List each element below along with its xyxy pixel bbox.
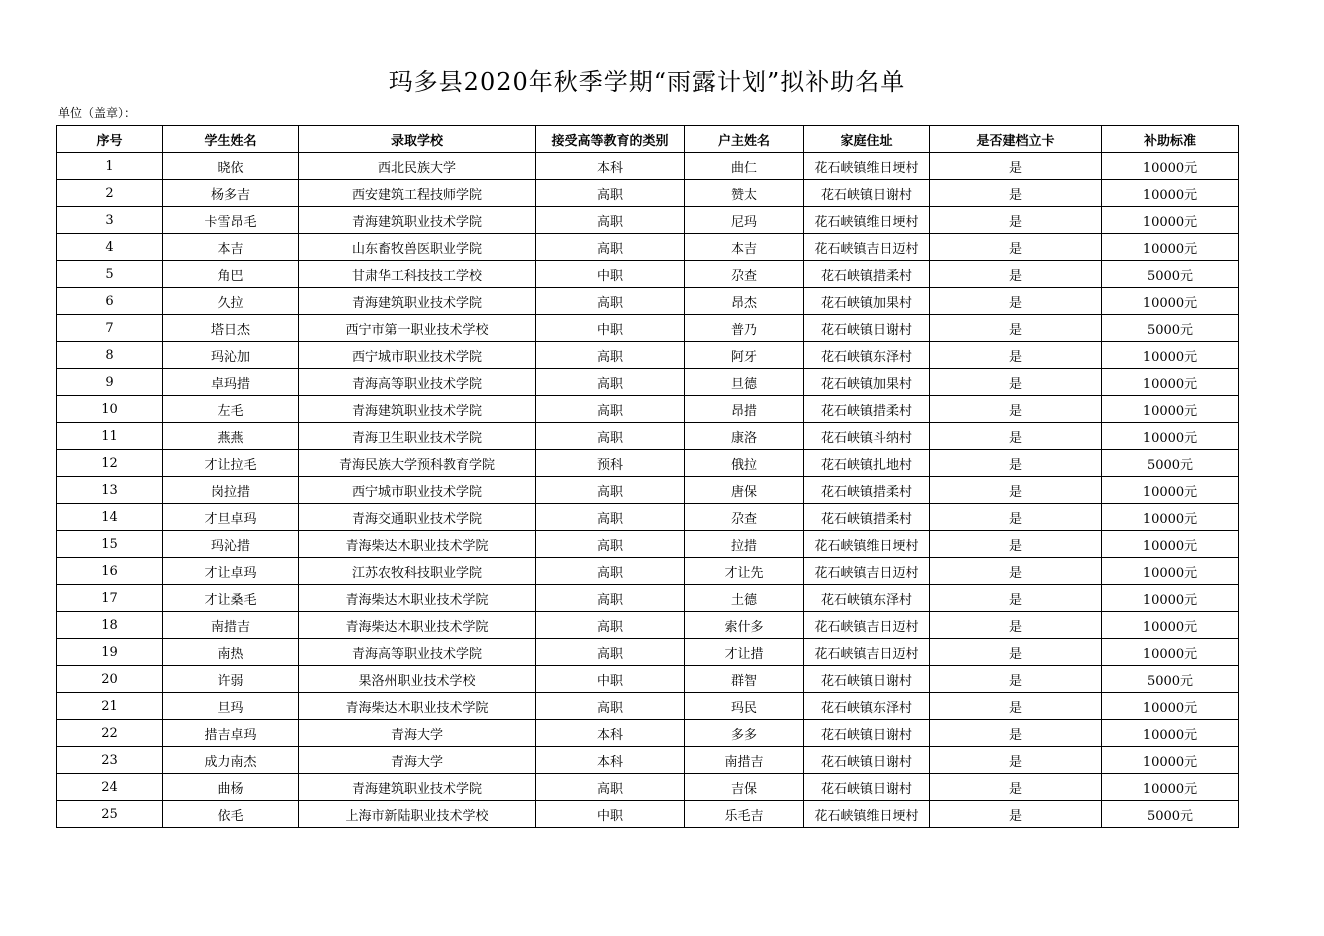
school-cell: 青海大学 [299, 747, 536, 774]
registered-poor-cell: 是 [930, 207, 1102, 234]
householder-cell: 昂措 [685, 396, 804, 423]
address-cell: 花石峡镇日谢村 [804, 180, 930, 207]
index-cell: 6 [57, 288, 163, 315]
householder-cell: 南措吉 [685, 747, 804, 774]
householder-cell: 本吉 [685, 234, 804, 261]
table-row [57, 369, 1239, 396]
school-cell: 青海大学 [299, 720, 536, 747]
school-cell: 青海建筑职业技术学院 [299, 288, 536, 315]
school-cell: 山东畜牧兽医职业学院 [299, 234, 536, 261]
table-row [57, 315, 1239, 342]
header-cell: 户主姓名 [685, 126, 804, 153]
school-cell: 青海柴达木职业技术学院 [299, 693, 536, 720]
document-title: 玛多县2020年秋季学期“雨露计划”拟补助名单 [388, 68, 906, 96]
registered-poor-cell: 是 [930, 531, 1102, 558]
education-type-cell: 高职 [536, 585, 685, 612]
education-type-cell: 高职 [536, 477, 685, 504]
subsidy-cell: 10000元 [1102, 180, 1239, 207]
school-cell: 西宁城市职业技术学院 [299, 342, 536, 369]
subsidy-cell: 10000元 [1102, 288, 1239, 315]
header-cell: 学生姓名 [163, 126, 299, 153]
householder-cell: 拉措 [685, 531, 804, 558]
student-name-cell: 许弱 [163, 666, 299, 693]
education-type-cell: 高职 [536, 558, 685, 585]
education-type-cell: 高职 [536, 369, 685, 396]
student-name-cell: 卡雪昂毛 [163, 207, 299, 234]
index-cell: 16 [57, 558, 163, 585]
table-row [57, 693, 1239, 720]
index-cell: 14 [57, 504, 163, 531]
table-body [57, 153, 1239, 828]
subsidy-cell: 5000元 [1102, 666, 1239, 693]
index-cell: 9 [57, 369, 163, 396]
registered-poor-cell: 是 [930, 477, 1102, 504]
education-type-cell: 高职 [536, 531, 685, 558]
registered-poor-cell: 是 [930, 342, 1102, 369]
householder-cell: 才让先 [685, 558, 804, 585]
education-type-cell: 中职 [536, 801, 685, 828]
school-cell: 青海民族大学预科教育学院 [299, 450, 536, 477]
registered-poor-cell: 是 [930, 504, 1102, 531]
householder-cell: 才让措 [685, 639, 804, 666]
student-name-cell: 才旦卓玛 [163, 504, 299, 531]
subsidy-cell: 10000元 [1102, 558, 1239, 585]
householder-cell: 尕查 [685, 261, 804, 288]
education-type-cell: 本科 [536, 720, 685, 747]
registered-poor-cell: 是 [930, 666, 1102, 693]
school-cell: 青海高等职业技术学院 [299, 369, 536, 396]
school-cell: 上海市新陆职业技术学校 [299, 801, 536, 828]
registered-poor-cell: 是 [930, 612, 1102, 639]
subsidy-cell: 10000元 [1102, 423, 1239, 450]
registered-poor-cell: 是 [930, 558, 1102, 585]
table-row [57, 531, 1239, 558]
registered-poor-cell: 是 [930, 315, 1102, 342]
index-cell: 1 [57, 153, 163, 180]
index-cell: 13 [57, 477, 163, 504]
table-row [57, 288, 1239, 315]
table-row [57, 180, 1239, 207]
table-row [57, 396, 1239, 423]
address-cell: 花石峡镇措柔村 [804, 261, 930, 288]
address-cell: 花石峡镇吉日迈村 [804, 234, 930, 261]
address-cell: 花石峡镇日谢村 [804, 666, 930, 693]
school-cell: 青海柴达木职业技术学院 [299, 531, 536, 558]
registered-poor-cell: 是 [930, 693, 1102, 720]
education-type-cell: 高职 [536, 180, 685, 207]
school-cell: 青海柴达木职业技术学院 [299, 612, 536, 639]
school-cell: 西宁城市职业技术学院 [299, 477, 536, 504]
education-type-cell: 高职 [536, 423, 685, 450]
education-type-cell: 高职 [536, 207, 685, 234]
student-name-cell: 旦玛 [163, 693, 299, 720]
school-cell: 青海建筑职业技术学院 [299, 774, 536, 801]
address-cell: 花石峡镇吉日迈村 [804, 612, 930, 639]
address-cell: 花石峡镇东泽村 [804, 585, 930, 612]
header-cell: 是否建档立卡 [930, 126, 1102, 153]
address-cell: 花石峡镇斗纳村 [804, 423, 930, 450]
subsidy-cell: 10000元 [1102, 396, 1239, 423]
subsidy-cell: 10000元 [1102, 531, 1239, 558]
education-type-cell: 本科 [536, 153, 685, 180]
table-row [57, 747, 1239, 774]
index-cell: 15 [57, 531, 163, 558]
table-row [57, 207, 1239, 234]
subsidy-cell: 5000元 [1102, 801, 1239, 828]
education-type-cell: 高职 [536, 342, 685, 369]
student-name-cell: 南措吉 [163, 612, 299, 639]
householder-cell: 康洛 [685, 423, 804, 450]
education-type-cell: 高职 [536, 693, 685, 720]
index-cell: 4 [57, 234, 163, 261]
address-cell: 花石峡镇维日埂村 [804, 153, 930, 180]
school-cell: 果洛州职业技术学校 [299, 666, 536, 693]
index-cell: 25 [57, 801, 163, 828]
index-cell: 3 [57, 207, 163, 234]
table-row [57, 612, 1239, 639]
education-type-cell: 中职 [536, 261, 685, 288]
table-row [57, 639, 1239, 666]
education-type-cell: 高职 [536, 639, 685, 666]
school-cell: 江苏农牧科技职业学院 [299, 558, 536, 585]
school-cell: 青海建筑职业技术学院 [299, 207, 536, 234]
householder-cell: 索什多 [685, 612, 804, 639]
student-name-cell: 玛沁措 [163, 531, 299, 558]
subsidy-cell: 10000元 [1102, 774, 1239, 801]
education-type-cell: 中职 [536, 666, 685, 693]
householder-cell: 阿牙 [685, 342, 804, 369]
index-cell: 11 [57, 423, 163, 450]
school-cell: 青海柴达木职业技术学院 [299, 585, 536, 612]
student-name-cell: 依毛 [163, 801, 299, 828]
education-type-cell: 高职 [536, 504, 685, 531]
school-cell: 西宁市第一职业技术学校 [299, 315, 536, 342]
address-cell: 花石峡镇吉日迈村 [804, 639, 930, 666]
address-cell: 花石峡镇加果村 [804, 288, 930, 315]
table-row [57, 720, 1239, 747]
school-cell: 西安建筑工程技师学院 [299, 180, 536, 207]
registered-poor-cell: 是 [930, 450, 1102, 477]
address-cell: 花石峡镇扎地村 [804, 450, 930, 477]
unit-label: 单位（盖章）： [58, 106, 137, 120]
student-name-cell: 杨多吉 [163, 180, 299, 207]
education-type-cell: 高职 [536, 288, 685, 315]
subsidy-table [56, 125, 1239, 828]
header-cell: 接受高等教育的类别 [536, 126, 685, 153]
subsidy-cell: 10000元 [1102, 720, 1239, 747]
householder-cell: 赞太 [685, 180, 804, 207]
table-row [57, 234, 1239, 261]
subsidy-cell: 10000元 [1102, 693, 1239, 720]
table-row [57, 450, 1239, 477]
education-type-cell: 高职 [536, 774, 685, 801]
index-cell: 8 [57, 342, 163, 369]
registered-poor-cell: 是 [930, 720, 1102, 747]
student-name-cell: 燕燕 [163, 423, 299, 450]
householder-cell: 多多 [685, 720, 804, 747]
school-cell: 西北民族大学 [299, 153, 536, 180]
student-name-cell: 南热 [163, 639, 299, 666]
address-cell: 花石峡镇措柔村 [804, 504, 930, 531]
education-type-cell: 高职 [536, 612, 685, 639]
index-cell: 12 [57, 450, 163, 477]
index-cell: 23 [57, 747, 163, 774]
student-name-cell: 措吉卓玛 [163, 720, 299, 747]
table-row [57, 666, 1239, 693]
index-cell: 22 [57, 720, 163, 747]
education-type-cell: 高职 [536, 396, 685, 423]
student-name-cell: 卓玛措 [163, 369, 299, 396]
education-type-cell: 中职 [536, 315, 685, 342]
address-cell: 花石峡镇维日埂村 [804, 801, 930, 828]
address-cell: 花石峡镇维日埂村 [804, 207, 930, 234]
index-cell: 17 [57, 585, 163, 612]
subsidy-cell: 10000元 [1102, 639, 1239, 666]
student-name-cell: 本吉 [163, 234, 299, 261]
index-cell: 10 [57, 396, 163, 423]
table-row [57, 558, 1239, 585]
index-cell: 18 [57, 612, 163, 639]
school-cell: 青海高等职业技术学院 [299, 639, 536, 666]
subsidy-cell: 10000元 [1102, 234, 1239, 261]
subsidy-cell: 5000元 [1102, 315, 1239, 342]
table-row [57, 801, 1239, 828]
student-name-cell: 才让桑毛 [163, 585, 299, 612]
householder-cell: 玛民 [685, 693, 804, 720]
student-name-cell: 塔日杰 [163, 315, 299, 342]
householder-cell: 土德 [685, 585, 804, 612]
student-name-cell: 久拉 [163, 288, 299, 315]
address-cell: 花石峡镇措柔村 [804, 396, 930, 423]
registered-poor-cell: 是 [930, 396, 1102, 423]
registered-poor-cell: 是 [930, 747, 1102, 774]
index-cell: 5 [57, 261, 163, 288]
householder-cell: 尼玛 [685, 207, 804, 234]
householder-cell: 唐保 [685, 477, 804, 504]
table-row [57, 477, 1239, 504]
index-cell: 2 [57, 180, 163, 207]
subsidy-cell: 10000元 [1102, 153, 1239, 180]
registered-poor-cell: 是 [930, 288, 1102, 315]
address-cell: 花石峡镇日谢村 [804, 315, 930, 342]
table-row [57, 153, 1239, 180]
school-cell: 青海卫生职业技术学院 [299, 423, 536, 450]
student-name-cell: 玛沁加 [163, 342, 299, 369]
registered-poor-cell: 是 [930, 261, 1102, 288]
registered-poor-cell: 是 [930, 234, 1102, 261]
address-cell: 花石峡镇东泽村 [804, 342, 930, 369]
householder-cell: 尕查 [685, 504, 804, 531]
index-cell: 7 [57, 315, 163, 342]
index-cell: 20 [57, 666, 163, 693]
householder-cell: 乐毛吉 [685, 801, 804, 828]
header-cell: 补助标准 [1102, 126, 1239, 153]
school-cell: 甘肃华工科技技工学校 [299, 261, 536, 288]
school-cell: 青海建筑职业技术学院 [299, 396, 536, 423]
student-name-cell: 晓依 [163, 153, 299, 180]
householder-cell: 曲仁 [685, 153, 804, 180]
table-row [57, 774, 1239, 801]
header-cell: 录取学校 [299, 126, 536, 153]
subsidy-cell: 10000元 [1102, 342, 1239, 369]
registered-poor-cell: 是 [930, 180, 1102, 207]
student-name-cell: 岗拉措 [163, 477, 299, 504]
student-name-cell: 才让拉毛 [163, 450, 299, 477]
subsidy-cell: 10000元 [1102, 369, 1239, 396]
table-row [57, 423, 1239, 450]
address-cell: 花石峡镇措柔村 [804, 477, 930, 504]
student-name-cell: 曲杨 [163, 774, 299, 801]
header-cell: 序号 [57, 126, 163, 153]
address-cell: 花石峡镇吉日迈村 [804, 558, 930, 585]
registered-poor-cell: 是 [930, 774, 1102, 801]
address-cell: 花石峡镇日谢村 [804, 747, 930, 774]
registered-poor-cell: 是 [930, 801, 1102, 828]
header-cell: 家庭住址 [804, 126, 930, 153]
address-cell: 花石峡镇加果村 [804, 369, 930, 396]
table-row [57, 342, 1239, 369]
table-header-row [57, 126, 1239, 153]
table-row [57, 504, 1239, 531]
householder-cell: 旦德 [685, 369, 804, 396]
householder-cell: 普乃 [685, 315, 804, 342]
address-cell: 花石峡镇日谢村 [804, 774, 930, 801]
address-cell: 花石峡镇日谢村 [804, 720, 930, 747]
address-cell: 花石峡镇东泽村 [804, 693, 930, 720]
index-cell: 19 [57, 639, 163, 666]
education-type-cell: 预科 [536, 450, 685, 477]
education-type-cell: 高职 [536, 234, 685, 261]
registered-poor-cell: 是 [930, 153, 1102, 180]
householder-cell: 群智 [685, 666, 804, 693]
index-cell: 24 [57, 774, 163, 801]
education-type-cell: 本科 [536, 747, 685, 774]
subsidy-cell: 5000元 [1102, 261, 1239, 288]
student-name-cell: 左毛 [163, 396, 299, 423]
subsidy-cell: 5000元 [1102, 450, 1239, 477]
householder-cell: 昂杰 [685, 288, 804, 315]
student-name-cell: 角巴 [163, 261, 299, 288]
index-cell: 21 [57, 693, 163, 720]
subsidy-cell: 10000元 [1102, 612, 1239, 639]
address-cell: 花石峡镇维日埂村 [804, 531, 930, 558]
householder-cell: 俄拉 [685, 450, 804, 477]
subsidy-cell: 10000元 [1102, 207, 1239, 234]
table-row [57, 261, 1239, 288]
registered-poor-cell: 是 [930, 423, 1102, 450]
subsidy-cell: 10000元 [1102, 585, 1239, 612]
registered-poor-cell: 是 [930, 585, 1102, 612]
householder-cell: 吉保 [685, 774, 804, 801]
subsidy-cell: 10000元 [1102, 477, 1239, 504]
student-name-cell: 才让卓玛 [163, 558, 299, 585]
registered-poor-cell: 是 [930, 369, 1102, 396]
table-row [57, 585, 1239, 612]
registered-poor-cell: 是 [930, 639, 1102, 666]
subsidy-cell: 10000元 [1102, 747, 1239, 774]
school-cell: 青海交通职业技术学院 [299, 504, 536, 531]
subsidy-cell: 10000元 [1102, 504, 1239, 531]
student-name-cell: 成力南杰 [163, 747, 299, 774]
